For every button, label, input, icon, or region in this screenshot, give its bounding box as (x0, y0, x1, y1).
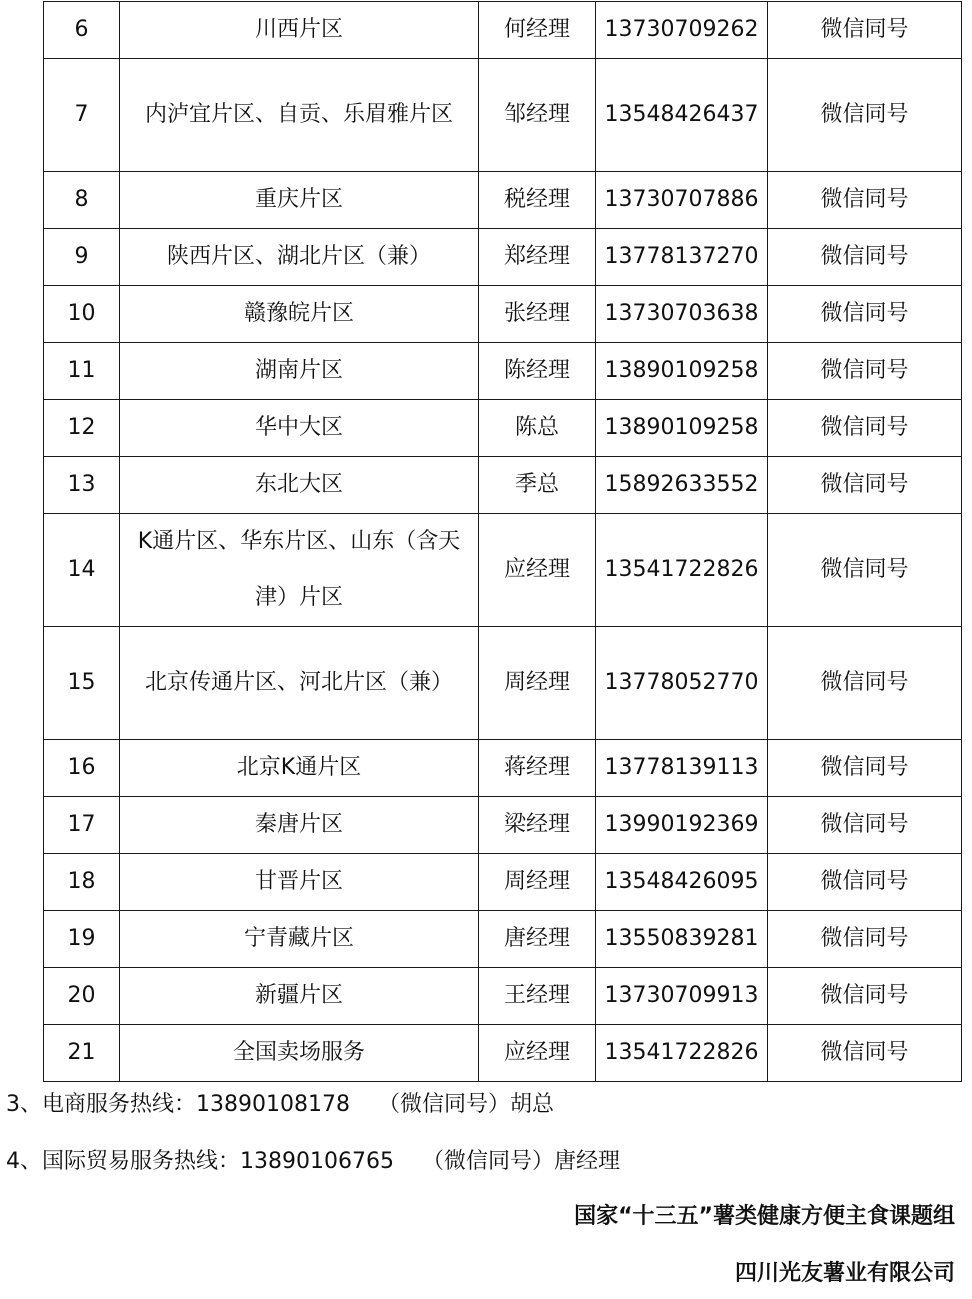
wechat-note: 微信同号 (768, 911, 962, 968)
research-group-signature: 国家“十三五”薯类健康方便主食课题组 (574, 1204, 955, 1229)
table-row (44, 797, 962, 854)
wechat-note: 微信同号 (768, 854, 962, 911)
region-name: 陕西片区、湖北片区（兼） (120, 229, 479, 286)
region-name: 全国卖场服务 (120, 1025, 479, 1082)
manager-name: 陈经理 (479, 343, 596, 400)
table-row (44, 59, 962, 172)
wechat-note: 微信同号 (768, 740, 962, 797)
table-row (44, 740, 962, 797)
phone-number: 13730707886 (596, 172, 768, 229)
wechat-note: 微信同号 (768, 400, 962, 457)
wechat-note: 微信同号 (768, 172, 962, 229)
manager-name: 张经理 (479, 286, 596, 343)
wechat-note: 微信同号 (768, 797, 962, 854)
region-name: K通片区、华东片区、山东（含天津）片区 (120, 514, 479, 627)
phone-number: 13730703638 (596, 286, 768, 343)
row-number: 8 (44, 172, 120, 229)
manager-name: 王经理 (479, 968, 596, 1025)
table-row (44, 1025, 962, 1082)
trade-hotline: 4、国际贸易服务热线：13890106765 （微信同号）唐经理 (6, 1149, 620, 1174)
region-name: 甘晋片区 (120, 854, 479, 911)
region-name: 川西片区 (120, 2, 479, 59)
table-row (44, 2, 962, 59)
table-row (44, 911, 962, 968)
company-signature: 四川光友薯业有限公司 (734, 1261, 955, 1286)
table-row (44, 627, 962, 740)
row-number: 12 (44, 400, 120, 457)
contact-table (43, 1, 962, 1082)
phone-number: 13730709913 (596, 968, 768, 1025)
manager-name: 梁经理 (479, 797, 596, 854)
manager-name: 何经理 (479, 2, 596, 59)
phone-number: 13550839281 (596, 911, 768, 968)
region-name: 湖南片区 (120, 343, 479, 400)
table-row (44, 514, 962, 627)
wechat-note: 微信同号 (768, 627, 962, 740)
region-name: 华中大区 (120, 400, 479, 457)
manager-name: 蒋经理 (479, 740, 596, 797)
wechat-note: 微信同号 (768, 229, 962, 286)
wechat-note: 微信同号 (768, 968, 962, 1025)
region-name: 内泸宜片区、自贡、乐眉雅片区 (120, 59, 479, 172)
row-number: 14 (44, 514, 120, 627)
phone-number: 13778137270 (596, 229, 768, 286)
manager-name: 唐经理 (479, 911, 596, 968)
row-number: 18 (44, 854, 120, 911)
region-name: 北京K通片区 (120, 740, 479, 797)
manager-name: 季总 (479, 457, 596, 514)
row-number: 13 (44, 457, 120, 514)
phone-number: 13890109258 (596, 343, 768, 400)
phone-number: 15892633552 (596, 457, 768, 514)
region-name: 赣豫皖片区 (120, 286, 479, 343)
row-number: 20 (44, 968, 120, 1025)
phone-number: 13541722826 (596, 1025, 768, 1082)
table-row (44, 968, 962, 1025)
wechat-note: 微信同号 (768, 514, 962, 627)
region-name: 北京传通片区、河北片区（兼） (120, 627, 479, 740)
table-row (44, 172, 962, 229)
region-name: 东北大区 (120, 457, 479, 514)
row-number: 16 (44, 740, 120, 797)
row-number: 10 (44, 286, 120, 343)
phone-number: 13890109258 (596, 400, 768, 457)
wechat-note: 微信同号 (768, 286, 962, 343)
region-name: 重庆片区 (120, 172, 479, 229)
manager-name: 应经理 (479, 1025, 596, 1082)
wechat-note: 微信同号 (768, 2, 962, 59)
phone-number: 13541722826 (596, 514, 768, 627)
phone-number: 13990192369 (596, 797, 768, 854)
wechat-note: 微信同号 (768, 59, 962, 172)
row-number: 17 (44, 797, 120, 854)
phone-number: 13730709262 (596, 2, 768, 59)
row-number: 7 (44, 59, 120, 172)
manager-name: 应经理 (479, 514, 596, 627)
table-row (44, 400, 962, 457)
phone-number: 13778139113 (596, 740, 768, 797)
table-row (44, 286, 962, 343)
region-name: 秦唐片区 (120, 797, 479, 854)
phone-number: 13548426437 (596, 59, 768, 172)
manager-name: 邹经理 (479, 59, 596, 172)
region-name: 新疆片区 (120, 968, 479, 1025)
region-name: 宁青藏片区 (120, 911, 479, 968)
manager-name: 郑经理 (479, 229, 596, 286)
table-row (44, 229, 962, 286)
manager-name: 周经理 (479, 627, 596, 740)
phone-number: 13548426095 (596, 854, 768, 911)
table-row (44, 343, 962, 400)
row-number: 19 (44, 911, 120, 968)
row-number: 15 (44, 627, 120, 740)
wechat-note: 微信同号 (768, 457, 962, 514)
row-number: 21 (44, 1025, 120, 1082)
manager-name: 陈总 (479, 400, 596, 457)
ecommerce-hotline: 3、电商服务热线：13890108178 （微信同号）胡总 (6, 1092, 554, 1117)
row-number: 11 (44, 343, 120, 400)
manager-name: 周经理 (479, 854, 596, 911)
wechat-note: 微信同号 (768, 343, 962, 400)
phone-number: 13778052770 (596, 627, 768, 740)
table-row (44, 457, 962, 514)
manager-name: 税经理 (479, 172, 596, 229)
table-row (44, 854, 962, 911)
wechat-note: 微信同号 (768, 1025, 962, 1082)
row-number: 9 (44, 229, 120, 286)
row-number: 6 (44, 2, 120, 59)
